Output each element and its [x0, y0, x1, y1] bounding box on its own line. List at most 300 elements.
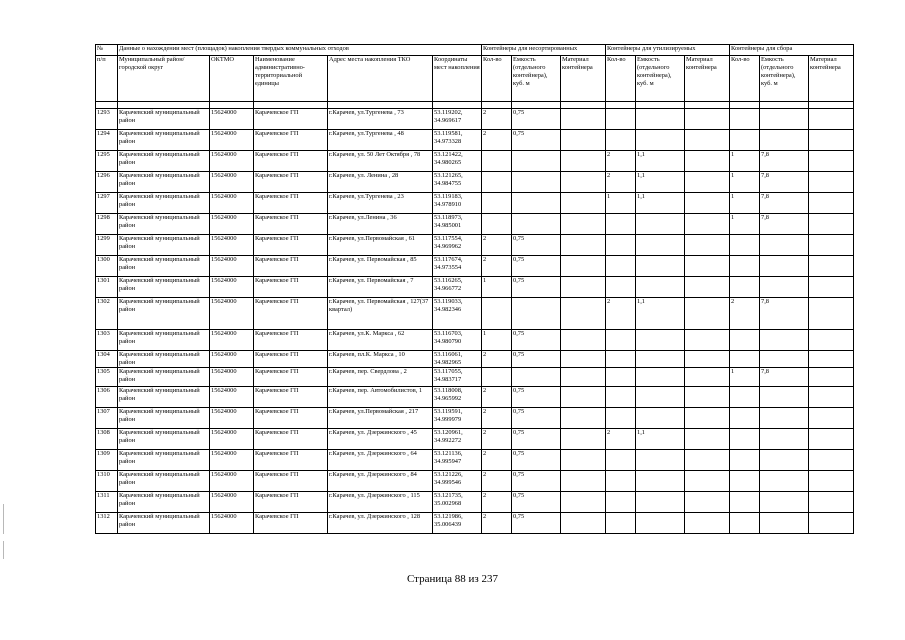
- collect-material: [809, 214, 854, 235]
- row-number: 1302: [96, 298, 118, 330]
- territory-name: Карачевское ГП: [254, 387, 328, 408]
- recycled-material: [685, 492, 730, 513]
- oktmo-code: 15624000: [210, 298, 254, 330]
- recycled-capacity: [636, 130, 685, 151]
- row-number: 1312: [96, 513, 118, 534]
- district-name: Карачевский муниципальный район: [118, 450, 210, 471]
- recycled-qty: [606, 368, 636, 387]
- recycled-material: [685, 277, 730, 298]
- collect-qty: 2: [730, 298, 760, 330]
- recycled-capacity: 1,1: [636, 429, 685, 450]
- header-data-group: Данные о нахождении мест (площадок) накопления твердых коммунальных отходов: [118, 45, 482, 56]
- unsorted-capacity: [512, 214, 561, 235]
- recycled-material: [685, 256, 730, 277]
- unsorted-capacity: [512, 298, 561, 330]
- territory-name: Карачевское ГП: [254, 471, 328, 492]
- territory-name: Карачевское ГП: [254, 492, 328, 513]
- collect-qty: [730, 256, 760, 277]
- district-name: Карачевский муниципальный район: [118, 298, 210, 330]
- district-name: Карачевский муниципальный район: [118, 193, 210, 214]
- collect-material: [809, 368, 854, 387]
- row-number: 1303: [96, 330, 118, 351]
- collect-material: [809, 471, 854, 492]
- collect-capacity: [760, 277, 809, 298]
- collect-capacity: [760, 330, 809, 351]
- district-name: Карачевский муниципальный район: [118, 214, 210, 235]
- district-name: Карачевский муниципальный район: [118, 172, 210, 193]
- unsorted-material: [561, 429, 606, 450]
- recycled-qty: [606, 277, 636, 298]
- recycled-qty: 1: [606, 193, 636, 214]
- table-row: [96, 368, 854, 387]
- table-row: [96, 172, 854, 193]
- row-number: 1293: [96, 109, 118, 130]
- collect-capacity: [760, 429, 809, 450]
- recycled-material: [685, 130, 730, 151]
- header-material: Материал контейнера: [685, 56, 730, 102]
- collect-material: [809, 492, 854, 513]
- unsorted-capacity: 0,75: [512, 471, 561, 492]
- recycled-qty: 2: [606, 172, 636, 193]
- territory-name: Карачевское ГП: [254, 298, 328, 330]
- table-row: [96, 513, 854, 534]
- district-name: Карачевский муниципальный район: [118, 330, 210, 351]
- oktmo-code: 15624000: [210, 130, 254, 151]
- unsorted-capacity: 0,75: [512, 429, 561, 450]
- header-material: Материал контейнера: [809, 56, 854, 102]
- recycled-material: [685, 450, 730, 471]
- territory-name: Карачевское ГП: [254, 330, 328, 351]
- site-coordinates: 53.121735, 35.002968: [433, 492, 482, 513]
- unsorted-material: [561, 492, 606, 513]
- unsorted-material: [561, 130, 606, 151]
- unsorted-material: [561, 351, 606, 368]
- unsorted-qty: [482, 214, 512, 235]
- oktmo-code: 15624000: [210, 330, 254, 351]
- row-number: 1308: [96, 429, 118, 450]
- collect-qty: [730, 277, 760, 298]
- unsorted-qty: 1: [482, 330, 512, 351]
- row-number: 1294: [96, 130, 118, 151]
- recycled-qty: 2: [606, 151, 636, 172]
- header-num: №: [96, 45, 118, 56]
- unsorted-capacity: 0,75: [512, 130, 561, 151]
- site-coordinates: 53.119591, 34.999979: [433, 408, 482, 429]
- collect-material: [809, 151, 854, 172]
- collect-capacity: [760, 408, 809, 429]
- waste-sites-table: [95, 44, 854, 534]
- site-address: г.Карачев, пер. Автомобилистов, 1: [328, 387, 433, 408]
- row-number: 1311: [96, 492, 118, 513]
- collect-material: [809, 109, 854, 130]
- recycled-qty: [606, 109, 636, 130]
- recycled-material: [685, 351, 730, 368]
- header-capacity: Емкость (отдельного контейнера), куб. м: [512, 56, 561, 102]
- recycled-material: [685, 214, 730, 235]
- site-coordinates: 53.121986, 35.006439: [433, 513, 482, 534]
- collect-capacity: [760, 235, 809, 256]
- territory-name: Карачевское ГП: [254, 351, 328, 368]
- table-row: [96, 471, 854, 492]
- site-coordinates: 53.116703, 34.980790: [433, 330, 482, 351]
- territory-name: Карачевское ГП: [254, 193, 328, 214]
- site-address: г.Карачев, ул. Дзержинского , 128: [328, 513, 433, 534]
- recycled-material: [685, 193, 730, 214]
- table-row: [96, 492, 854, 513]
- oktmo-code: 15624000: [210, 471, 254, 492]
- recycled-capacity: [636, 492, 685, 513]
- site-address: г.Карачев, ул.К. Маркса , 62: [328, 330, 433, 351]
- oktmo-code: 15624000: [210, 172, 254, 193]
- recycled-qty: 2: [606, 429, 636, 450]
- oktmo-code: 15624000: [210, 387, 254, 408]
- header-pp: п/п: [96, 56, 118, 102]
- collect-qty: 1: [730, 193, 760, 214]
- collect-material: [809, 193, 854, 214]
- unsorted-capacity: 0,75: [512, 109, 561, 130]
- site-address: г.Карачев, ул.Тургенева , 48: [328, 130, 433, 151]
- unsorted-material: [561, 193, 606, 214]
- unsorted-material: [561, 109, 606, 130]
- collect-material: [809, 172, 854, 193]
- collect-capacity: 7,8: [760, 214, 809, 235]
- unsorted-material: [561, 298, 606, 330]
- oktmo-code: 15624000: [210, 492, 254, 513]
- recycled-capacity: [636, 408, 685, 429]
- district-name: Карачевский муниципальный район: [118, 130, 210, 151]
- site-coordinates: 53.120961, 34.992272: [433, 429, 482, 450]
- site-coordinates: 53.116061, 34.982965: [433, 351, 482, 368]
- oktmo-code: 15624000: [210, 429, 254, 450]
- unsorted-material: [561, 256, 606, 277]
- site-address: г.Карачев, пер. Свердлова , 2: [328, 368, 433, 387]
- collect-capacity: 7,8: [760, 172, 809, 193]
- row-number: 1295: [96, 151, 118, 172]
- recycled-capacity: [636, 387, 685, 408]
- table-row: [96, 330, 854, 351]
- collect-material: [809, 130, 854, 151]
- recycled-capacity: [636, 450, 685, 471]
- unsorted-qty: 2: [482, 450, 512, 471]
- unsorted-qty: 2: [482, 471, 512, 492]
- collect-qty: [730, 330, 760, 351]
- unsorted-qty: [482, 298, 512, 330]
- oktmo-code: 15624000: [210, 109, 254, 130]
- collect-qty: [730, 471, 760, 492]
- header-material: Материал контейнера: [561, 56, 606, 102]
- recycled-capacity: [636, 351, 685, 368]
- district-name: Карачевский муниципальный район: [118, 429, 210, 450]
- collect-capacity: 7,8: [760, 368, 809, 387]
- oktmo-code: 15624000: [210, 256, 254, 277]
- collect-material: [809, 256, 854, 277]
- unsorted-material: [561, 277, 606, 298]
- unsorted-material: [561, 151, 606, 172]
- recycled-qty: [606, 235, 636, 256]
- recycled-material: [685, 109, 730, 130]
- site-coordinates: 53.119202, 34.969617: [433, 109, 482, 130]
- unsorted-capacity: 0,75: [512, 351, 561, 368]
- collect-qty: [730, 351, 760, 368]
- site-coordinates: 53.116265, 34.966772: [433, 277, 482, 298]
- district-name: Карачевский муниципальный район: [118, 408, 210, 429]
- territory-name: Карачевское ГП: [254, 172, 328, 193]
- collect-material: [809, 429, 854, 450]
- collect-qty: 1: [730, 151, 760, 172]
- site-address: г.Карачев, ул.Первомайская , 61: [328, 235, 433, 256]
- header-capacity: Емкость (отдельного контейнера), куб. м: [636, 56, 685, 102]
- site-address: г.Карачев, ул.Ленина , 36: [328, 214, 433, 235]
- unsorted-capacity: 0,75: [512, 513, 561, 534]
- oktmo-code: 15624000: [210, 368, 254, 387]
- table-row: [96, 408, 854, 429]
- row-number: 1306: [96, 387, 118, 408]
- table-body: [96, 45, 854, 534]
- site-address: г.Карачев, ул. Первомайская , 85: [328, 256, 433, 277]
- recycled-qty: [606, 130, 636, 151]
- unsorted-qty: [482, 368, 512, 387]
- unsorted-material: [561, 408, 606, 429]
- collect-capacity: 7,8: [760, 298, 809, 330]
- header-district: Муниципальный район/городской округ: [118, 56, 210, 102]
- site-coordinates: 53.117554, 34.969962: [433, 235, 482, 256]
- site-address: г.Карачев, ул.Первомайская , 217: [328, 408, 433, 429]
- unsorted-qty: 2: [482, 387, 512, 408]
- site-address: г.Карачев, ул.Тургенева , 73: [328, 109, 433, 130]
- collect-qty: [730, 513, 760, 534]
- site-coordinates: 53.121136, 34.995947: [433, 450, 482, 471]
- site-address: г.Карачев, ул. Ленина , 28: [328, 172, 433, 193]
- recycled-qty: [606, 214, 636, 235]
- recycled-qty: [606, 408, 636, 429]
- table-row: [96, 277, 854, 298]
- header-address: Адрес места накопления ТКО: [328, 56, 433, 102]
- unsorted-material: [561, 513, 606, 534]
- site-coordinates: 53.121265, 34.984755: [433, 172, 482, 193]
- district-name: Карачевский муниципальный район: [118, 151, 210, 172]
- row-number: 1305: [96, 368, 118, 387]
- row-number: 1299: [96, 235, 118, 256]
- page-number-label: Страница 88 из 237: [406, 573, 499, 585]
- unsorted-capacity: [512, 368, 561, 387]
- district-name: Карачевский муниципальный район: [118, 387, 210, 408]
- district-name: Карачевский муниципальный район: [118, 513, 210, 534]
- header-territory: Наименование административно-территориальной единицы: [254, 56, 328, 102]
- unsorted-capacity: 0,75: [512, 387, 561, 408]
- header-coords: Координаты мест накопления: [433, 56, 482, 102]
- territory-name: Карачевское ГП: [254, 256, 328, 277]
- recycled-material: [685, 151, 730, 172]
- site-coordinates: 53.119581, 34.973328: [433, 130, 482, 151]
- unsorted-qty: [482, 193, 512, 214]
- header-oktmo: ОКТМО: [210, 56, 254, 102]
- table-row: [96, 298, 854, 330]
- row-number: 1301: [96, 277, 118, 298]
- row-number: 1309: [96, 450, 118, 471]
- recycled-capacity: [636, 277, 685, 298]
- collect-capacity: [760, 471, 809, 492]
- collect-qty: [730, 450, 760, 471]
- collect-material: [809, 235, 854, 256]
- collect-qty: 1: [730, 368, 760, 387]
- unsorted-qty: 2: [482, 408, 512, 429]
- table-row: [96, 235, 854, 256]
- collect-material: [809, 387, 854, 408]
- district-name: Карачевский муниципальный район: [118, 492, 210, 513]
- district-name: Карачевский муниципальный район: [118, 256, 210, 277]
- collect-capacity: [760, 387, 809, 408]
- unsorted-qty: 1: [482, 277, 512, 298]
- site-coordinates: 53.121422, 34.980265: [433, 151, 482, 172]
- district-name: Карачевский муниципальный район: [118, 109, 210, 130]
- collect-capacity: [760, 109, 809, 130]
- territory-name: Карачевское ГП: [254, 513, 328, 534]
- site-coordinates: 53.118973, 34.985001: [433, 214, 482, 235]
- site-address: г.Карачев, пл.К. Маркса , 10: [328, 351, 433, 368]
- recycled-qty: [606, 387, 636, 408]
- territory-name: Карачевское ГП: [254, 235, 328, 256]
- header-capacity: Емкость (отдельного контейнера), куб. м: [760, 56, 809, 102]
- collect-material: [809, 330, 854, 351]
- oktmo-code: 15624000: [210, 235, 254, 256]
- recycled-material: [685, 387, 730, 408]
- unsorted-material: [561, 235, 606, 256]
- site-address: г.Карачев, ул. Первомайская , 127(37 квартал): [328, 298, 433, 330]
- table-row: [96, 109, 854, 130]
- unsorted-material: [561, 368, 606, 387]
- site-address: г.Карачев, ул. Дзержинского , 64: [328, 450, 433, 471]
- collect-material: [809, 277, 854, 298]
- collect-qty: [730, 109, 760, 130]
- recycled-material: [685, 235, 730, 256]
- collect-capacity: [760, 450, 809, 471]
- collect-capacity: 7,8: [760, 151, 809, 172]
- collect-capacity: [760, 492, 809, 513]
- recycled-qty: [606, 513, 636, 534]
- unsorted-qty: 2: [482, 429, 512, 450]
- unsorted-qty: 2: [482, 130, 512, 151]
- row-number: 1298: [96, 214, 118, 235]
- recycled-material: [685, 429, 730, 450]
- unsorted-capacity: [512, 193, 561, 214]
- collect-capacity: [760, 256, 809, 277]
- site-coordinates: 53.118008, 34.965992: [433, 387, 482, 408]
- recycled-qty: [606, 450, 636, 471]
- site-address: г.Карачев, ул.Тургенева , 23: [328, 193, 433, 214]
- recycled-capacity: [636, 235, 685, 256]
- unsorted-capacity: [512, 172, 561, 193]
- unsorted-capacity: 0,75: [512, 330, 561, 351]
- collect-material: [809, 513, 854, 534]
- unsorted-capacity: 0,75: [512, 235, 561, 256]
- unsorted-capacity: [512, 151, 561, 172]
- territory-name: Карачевское ГП: [254, 130, 328, 151]
- recycled-qty: [606, 351, 636, 368]
- district-name: Карачевский муниципальный район: [118, 351, 210, 368]
- header-qty: Кол-во: [730, 56, 760, 102]
- oktmo-code: 15624000: [210, 351, 254, 368]
- site-coordinates: 53.119033, 34.982346: [433, 298, 482, 330]
- table-row: [96, 351, 854, 368]
- territory-name: Карачевское ГП: [254, 109, 328, 130]
- site-address: г.Карачев, ул. Первомайская , 7: [328, 277, 433, 298]
- recycled-qty: [606, 471, 636, 492]
- scan-margin-mark: [3, 541, 4, 559]
- site-address: г.Карачев, ул. 50 Лет Октября , 78: [328, 151, 433, 172]
- recycled-material: [685, 513, 730, 534]
- unsorted-qty: 2: [482, 513, 512, 534]
- unsorted-qty: 2: [482, 256, 512, 277]
- site-coordinates: 53.117055, 34.983717: [433, 368, 482, 387]
- unsorted-material: [561, 387, 606, 408]
- recycled-capacity: 1,1: [636, 172, 685, 193]
- oktmo-code: 15624000: [210, 450, 254, 471]
- header-spacer-row: [96, 102, 854, 109]
- scan-margin-mark: [3, 504, 4, 534]
- territory-name: Карачевское ГП: [254, 277, 328, 298]
- collect-qty: [730, 387, 760, 408]
- recycled-material: [685, 330, 730, 351]
- collect-qty: 1: [730, 214, 760, 235]
- collect-material: [809, 351, 854, 368]
- header-row-1: [96, 45, 854, 56]
- header-row-2: [96, 56, 854, 102]
- table-row: [96, 387, 854, 408]
- table-row: [96, 193, 854, 214]
- header-recycled-group: Контейнеры для утилизируемых: [606, 45, 730, 56]
- collect-qty: [730, 492, 760, 513]
- recycled-material: [685, 298, 730, 330]
- collect-qty: 1: [730, 172, 760, 193]
- collect-capacity: [760, 513, 809, 534]
- collect-capacity: [760, 351, 809, 368]
- recycled-capacity: [636, 368, 685, 387]
- oktmo-code: 15624000: [210, 513, 254, 534]
- site-coordinates: 53.119183, 34.978910: [433, 193, 482, 214]
- oktmo-code: 15624000: [210, 408, 254, 429]
- row-number: 1307: [96, 408, 118, 429]
- district-name: Карачевский муниципальный район: [118, 471, 210, 492]
- recycled-material: [685, 408, 730, 429]
- collect-capacity: [760, 130, 809, 151]
- unsorted-material: [561, 214, 606, 235]
- territory-name: Карачевское ГП: [254, 214, 328, 235]
- unsorted-qty: 2: [482, 109, 512, 130]
- recycled-capacity: [636, 513, 685, 534]
- recycled-capacity: [636, 109, 685, 130]
- site-address: г.Карачев, ул. Дзержинского , 45: [328, 429, 433, 450]
- unsorted-qty: 2: [482, 492, 512, 513]
- header-qty: Кол-во: [482, 56, 512, 102]
- district-name: Карачевский муниципальный район: [118, 368, 210, 387]
- table-row: [96, 450, 854, 471]
- unsorted-capacity: 0,75: [512, 277, 561, 298]
- recycled-material: [685, 368, 730, 387]
- collect-material: [809, 450, 854, 471]
- header-unsorted-group: Контейнеры для несортированных: [482, 45, 606, 56]
- recycled-capacity: [636, 471, 685, 492]
- recycled-capacity: 1,1: [636, 298, 685, 330]
- table-row: [96, 214, 854, 235]
- recycled-capacity: [636, 330, 685, 351]
- oktmo-code: 15624000: [210, 277, 254, 298]
- recycled-material: [685, 471, 730, 492]
- site-coordinates: 53.121226, 34.999546: [433, 471, 482, 492]
- oktmo-code: 15624000: [210, 214, 254, 235]
- site-coordinates: 53.117674, 34.973554: [433, 256, 482, 277]
- collect-material: [809, 298, 854, 330]
- row-number: 1310: [96, 471, 118, 492]
